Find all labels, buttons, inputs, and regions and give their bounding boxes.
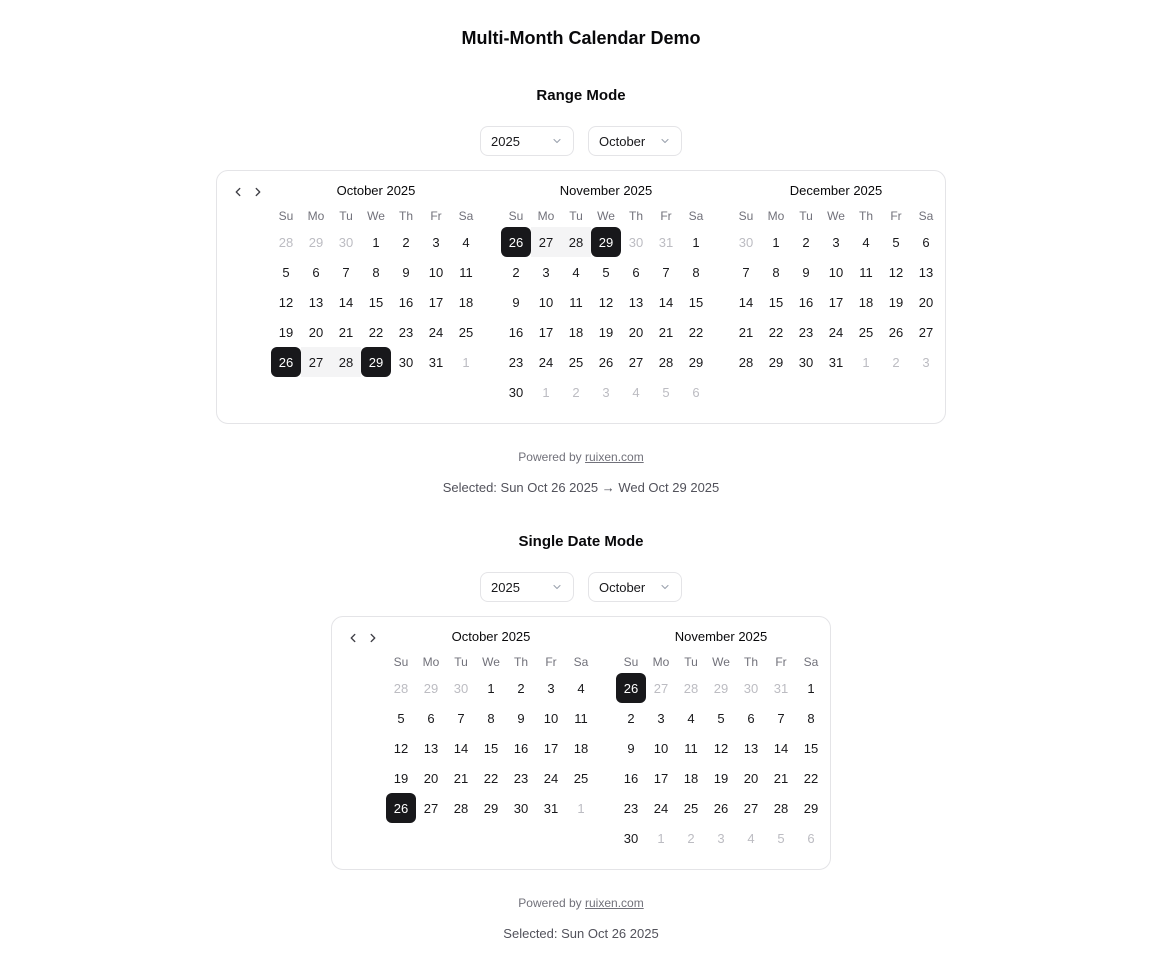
day-cell[interactable]: 28 xyxy=(393,680,409,696)
day-cell[interactable]: 22 xyxy=(688,324,704,340)
day-cell[interactable]: 4 xyxy=(747,830,755,846)
day-cell[interactable]: 2 xyxy=(627,710,635,726)
day-cell[interactable]: 21 xyxy=(453,770,469,786)
day-cell[interactable]: 26 xyxy=(598,354,614,370)
weekday-header: Th xyxy=(743,655,758,669)
weekday-header: We xyxy=(712,655,730,669)
single-month-select[interactable] xyxy=(588,572,682,602)
month-panel xyxy=(386,627,596,823)
single-selected-text: Selected: Sun Oct 26 2025 xyxy=(503,926,659,941)
day-cell[interactable]: 27 xyxy=(653,680,669,696)
day-cell[interactable]: 21 xyxy=(658,324,674,340)
day-cell[interactable]: 8 xyxy=(692,264,700,280)
day-cell[interactable]: 18 xyxy=(573,740,589,756)
day-cell[interactable]: 27 xyxy=(743,800,759,816)
month-title: November 2025 xyxy=(674,629,768,644)
day-cell[interactable]: 27 xyxy=(918,324,934,340)
day-cell[interactable]: 3 xyxy=(832,234,840,250)
day-cell[interactable]: 18 xyxy=(858,294,874,310)
powered-by-text: Powered by xyxy=(518,450,582,464)
day-cell[interactable]: 2 xyxy=(687,830,695,846)
day-cell[interactable]: 2 xyxy=(512,264,520,280)
day-cell[interactable]: 27 xyxy=(531,227,561,257)
day-cell[interactable]: 6 xyxy=(312,264,320,280)
day-cell[interactable]: 5 xyxy=(777,830,785,846)
day-cell[interactable]: 28 xyxy=(683,680,699,696)
day-cell[interactable]: 20 xyxy=(918,294,934,310)
next-month-button[interactable] xyxy=(364,629,382,647)
day-cell[interactable]: 31 xyxy=(428,354,444,370)
day-cell[interactable]: 15 xyxy=(368,294,384,310)
ruixen-link[interactable]: ruixen.com xyxy=(585,450,644,464)
day-cell[interactable]: 1 xyxy=(692,234,700,250)
day-cell[interactable]: 4 xyxy=(862,234,870,250)
day-cell[interactable]: 9 xyxy=(517,710,525,726)
day-cell[interactable]: 28 xyxy=(773,800,789,816)
day-cell[interactable]: 26 xyxy=(386,793,416,823)
day-cell[interactable]: 25 xyxy=(858,324,874,340)
month-panel xyxy=(616,627,826,853)
single-date-mode-section xyxy=(0,533,1162,941)
day-cell[interactable]: 6 xyxy=(807,830,815,846)
day-cell[interactable]: 14 xyxy=(773,740,789,756)
day-cell[interactable]: 11 xyxy=(459,264,473,280)
day-cell[interactable]: 11 xyxy=(569,294,583,310)
day-cell[interactable]: 31 xyxy=(543,800,559,816)
day-cell[interactable]: 31 xyxy=(773,680,789,696)
day-cell[interactable]: 3 xyxy=(657,710,665,726)
month-grid xyxy=(386,651,596,823)
day-cell[interactable]: 1 xyxy=(487,680,495,696)
day-cell[interactable]: 22 xyxy=(483,770,499,786)
day-cell[interactable]: 30 xyxy=(628,234,644,250)
day-cell[interactable]: 29 xyxy=(591,227,621,257)
day-cell[interactable]: 29 xyxy=(713,680,729,696)
day-cell[interactable]: 13 xyxy=(423,740,439,756)
day-cell[interactable]: 19 xyxy=(393,770,409,786)
day-cell[interactable]: 12 xyxy=(393,740,409,756)
day-cell[interactable]: 10 xyxy=(828,264,844,280)
day-cell[interactable]: 20 xyxy=(743,770,759,786)
day-cell[interactable]: 19 xyxy=(598,324,614,340)
day-cell[interactable]: 15 xyxy=(768,294,784,310)
day-cell[interactable]: 30 xyxy=(738,234,754,250)
day-cell[interactable]: 26 xyxy=(616,673,646,703)
chevron-down-icon xyxy=(659,135,671,147)
weekday-header: Su xyxy=(278,209,294,223)
weekday-header: Fr xyxy=(890,209,902,223)
day-cell[interactable]: 19 xyxy=(278,324,294,340)
day-cell[interactable]: 26 xyxy=(501,227,531,257)
weekday-header: Th xyxy=(858,209,873,223)
next-month-button[interactable] xyxy=(249,183,267,201)
month-grid xyxy=(501,205,711,407)
weekday-header: Tu xyxy=(799,209,813,223)
calendar-nav xyxy=(229,183,267,201)
day-cell[interactable]: 26 xyxy=(713,800,729,816)
weekday-header: We xyxy=(367,209,385,223)
day-cell[interactable]: 5 xyxy=(397,710,405,726)
day-cell[interactable]: 30 xyxy=(508,384,524,400)
weekday-header: Sa xyxy=(803,655,819,669)
single-selects-row xyxy=(0,572,1162,602)
day-cell[interactable]: 12 xyxy=(888,264,904,280)
day-cell[interactable]: 13 xyxy=(628,294,644,310)
weekday-header: Fr xyxy=(775,655,787,669)
day-cell[interactable]: 27 xyxy=(628,354,644,370)
prev-month-button[interactable] xyxy=(344,629,362,647)
day-cell[interactable]: 3 xyxy=(717,830,725,846)
weekday-header: Th xyxy=(513,655,528,669)
day-cell[interactable]: 29 xyxy=(768,354,784,370)
day-cell[interactable]: 26 xyxy=(271,347,301,377)
range-selects-row xyxy=(0,126,1162,156)
day-cell[interactable]: 13 xyxy=(918,264,934,280)
weekday-header: We xyxy=(597,209,615,223)
day-cell[interactable]: 10 xyxy=(538,294,554,310)
single-year-select[interactable] xyxy=(480,572,574,602)
single-month-select-value: October xyxy=(599,579,646,595)
day-cell[interactable]: 4 xyxy=(687,710,695,726)
weekday-header: Sa xyxy=(918,209,934,223)
weekday-header: Sa xyxy=(458,209,474,223)
day-cell[interactable]: 16 xyxy=(398,294,414,310)
day-cell[interactable]: 25 xyxy=(683,800,699,816)
day-cell[interactable]: 6 xyxy=(747,710,755,726)
day-cell[interactable]: 19 xyxy=(713,770,729,786)
day-cell[interactable]: 28 xyxy=(278,234,294,250)
day-cell[interactable]: 9 xyxy=(402,264,410,280)
day-cell[interactable]: 9 xyxy=(512,294,520,310)
weekday-header: Su xyxy=(508,209,524,223)
day-cell[interactable]: 27 xyxy=(423,800,439,816)
day-cell[interactable]: 14 xyxy=(658,294,674,310)
day-cell[interactable]: 11 xyxy=(684,740,698,756)
weekday-header: Mo xyxy=(537,209,555,223)
weekday-header: Su xyxy=(623,655,639,669)
day-cell[interactable]: 15 xyxy=(688,294,704,310)
weekday-header: Tu xyxy=(569,209,583,223)
day-cell[interactable]: 2 xyxy=(572,384,580,400)
day-cell[interactable]: 29 xyxy=(361,347,391,377)
day-cell[interactable]: 9 xyxy=(627,740,635,756)
day-cell[interactable]: 20 xyxy=(628,324,644,340)
day-cell[interactable]: 3 xyxy=(547,680,555,696)
ruixen-link[interactable]: ruixen.com xyxy=(585,896,644,910)
weekday-header: Mo xyxy=(422,655,440,669)
day-cell[interactable]: 16 xyxy=(798,294,814,310)
day-cell[interactable]: 26 xyxy=(888,324,904,340)
powered-by-text: Powered by xyxy=(518,896,582,910)
day-cell[interactable]: 21 xyxy=(338,324,354,340)
powered-by xyxy=(0,450,1162,464)
day-cell[interactable]: 1 xyxy=(807,680,815,696)
day-cell[interactable]: 29 xyxy=(688,354,704,370)
day-cell[interactable]: 3 xyxy=(432,234,440,250)
day-cell[interactable]: 7 xyxy=(457,710,465,726)
weekday-header: Mo xyxy=(652,655,670,669)
day-cell[interactable]: 16 xyxy=(508,324,524,340)
day-cell[interactable]: 22 xyxy=(368,324,384,340)
day-cell[interactable]: 25 xyxy=(568,354,584,370)
weekday-header: Su xyxy=(393,655,409,669)
month-title: October 2025 xyxy=(336,183,416,198)
day-cell[interactable]: 28 xyxy=(561,227,591,257)
month-panel xyxy=(271,181,481,377)
day-cell[interactable]: 23 xyxy=(798,324,814,340)
chevron-down-icon xyxy=(551,581,563,593)
day-cell[interactable]: 1 xyxy=(372,234,380,250)
chevron-right-icon xyxy=(366,631,380,645)
day-cell[interactable]: 7 xyxy=(777,710,785,726)
day-cell[interactable]: 5 xyxy=(602,264,610,280)
month-panel xyxy=(501,181,711,407)
day-cell[interactable]: 30 xyxy=(743,680,759,696)
weekday-header: Su xyxy=(738,209,754,223)
range-mode-section xyxy=(0,87,1162,495)
range-calendar-card xyxy=(216,170,946,424)
day-cell[interactable]: 17 xyxy=(428,294,444,310)
day-cell[interactable]: 4 xyxy=(577,680,585,696)
day-cell[interactable]: 3 xyxy=(602,384,610,400)
day-cell[interactable]: 12 xyxy=(713,740,729,756)
chevron-down-icon xyxy=(551,135,563,147)
month-grid xyxy=(616,651,826,853)
day-cell[interactable]: 23 xyxy=(398,324,414,340)
day-cell[interactable]: 22 xyxy=(803,770,819,786)
weekday-header: Sa xyxy=(688,209,704,223)
bottom-spacer xyxy=(0,941,1162,975)
day-cell[interactable]: 24 xyxy=(538,354,554,370)
prev-month-button[interactable] xyxy=(229,183,247,201)
day-cell[interactable]: 23 xyxy=(508,354,524,370)
day-cell[interactable]: 13 xyxy=(308,294,324,310)
day-cell[interactable]: 2 xyxy=(402,234,410,250)
day-cell[interactable]: 15 xyxy=(483,740,499,756)
month-panel xyxy=(731,181,941,377)
day-cell[interactable]: 23 xyxy=(623,800,639,816)
day-cell[interactable]: 6 xyxy=(632,264,640,280)
day-cell[interactable]: 18 xyxy=(683,770,699,786)
day-cell[interactable]: 12 xyxy=(278,294,294,310)
day-cell[interactable]: 1 xyxy=(862,354,870,370)
day-cell[interactable]: 29 xyxy=(803,800,819,816)
day-cell[interactable]: 17 xyxy=(538,324,554,340)
day-cell[interactable]: 12 xyxy=(598,294,614,310)
day-cell[interactable]: 14 xyxy=(738,294,754,310)
weekday-header: We xyxy=(827,209,845,223)
range-year-select[interactable] xyxy=(480,126,574,156)
calendar-nav xyxy=(344,629,382,647)
day-cell[interactable]: 1 xyxy=(657,830,665,846)
day-cell[interactable]: 28 xyxy=(738,354,754,370)
chevron-right-icon xyxy=(251,185,265,199)
day-cell[interactable]: 11 xyxy=(574,710,588,726)
day-cell[interactable]: 30 xyxy=(398,354,414,370)
weekday-header: Tu xyxy=(684,655,698,669)
day-cell[interactable]: 24 xyxy=(828,324,844,340)
day-cell[interactable]: 14 xyxy=(453,740,469,756)
day-cell[interactable]: 29 xyxy=(308,234,324,250)
day-cell[interactable]: 10 xyxy=(653,740,669,756)
day-cell[interactable]: 17 xyxy=(653,770,669,786)
range-month-select-value: October xyxy=(599,133,646,149)
powered-by xyxy=(0,896,1162,910)
day-cell[interactable]: 10 xyxy=(428,264,444,280)
month-title: October 2025 xyxy=(451,629,531,644)
single-months-row xyxy=(386,627,830,853)
weekday-header: Th xyxy=(628,209,643,223)
day-cell[interactable]: 14 xyxy=(338,294,354,310)
month-grid xyxy=(271,205,481,377)
day-cell[interactable]: 17 xyxy=(828,294,844,310)
single-date-mode-heading: Single Date Mode xyxy=(518,533,644,550)
day-cell[interactable]: 20 xyxy=(308,324,324,340)
day-cell[interactable]: 5 xyxy=(662,384,670,400)
day-cell[interactable]: 8 xyxy=(372,264,380,280)
day-cell[interactable]: 6 xyxy=(692,384,700,400)
day-cell[interactable]: 8 xyxy=(487,710,495,726)
month-title: December 2025 xyxy=(789,183,883,198)
day-cell[interactable]: 4 xyxy=(462,234,470,250)
day-cell[interactable]: 7 xyxy=(342,264,350,280)
weekday-header: Tu xyxy=(454,655,468,669)
day-cell[interactable]: 25 xyxy=(573,770,589,786)
day-cell[interactable]: 27 xyxy=(301,347,331,377)
day-cell[interactable]: 5 xyxy=(892,234,900,250)
weekday-header: Mo xyxy=(767,209,785,223)
weekday-header: Fr xyxy=(430,209,442,223)
weekday-header: Mo xyxy=(307,209,325,223)
chevron-down-icon xyxy=(659,581,671,593)
day-cell[interactable]: 24 xyxy=(428,324,444,340)
single-year-select-value: 2025 xyxy=(491,579,520,595)
day-cell[interactable]: 4 xyxy=(632,384,640,400)
day-cell[interactable]: 25 xyxy=(458,324,474,340)
day-cell[interactable]: 7 xyxy=(742,264,750,280)
day-cell[interactable]: 11 xyxy=(859,264,873,280)
day-cell[interactable]: 2 xyxy=(892,354,900,370)
page-title: Multi-Month Calendar Demo xyxy=(461,28,701,48)
day-cell[interactable]: 18 xyxy=(568,324,584,340)
day-cell[interactable]: 21 xyxy=(738,324,754,340)
day-cell[interactable]: 19 xyxy=(888,294,904,310)
day-cell[interactable]: 4 xyxy=(572,264,580,280)
weekday-header: Sa xyxy=(573,655,589,669)
day-cell[interactable]: 29 xyxy=(483,800,499,816)
day-cell[interactable]: 2 xyxy=(802,234,810,250)
day-cell[interactable]: 8 xyxy=(772,264,780,280)
day-cell[interactable]: 8 xyxy=(807,710,815,726)
day-cell[interactable]: 3 xyxy=(922,354,930,370)
day-cell[interactable]: 16 xyxy=(513,740,529,756)
chevron-left-icon xyxy=(346,631,360,645)
weekday-header: Tu xyxy=(339,209,353,223)
day-cell[interactable]: 18 xyxy=(458,294,474,310)
day-cell[interactable]: 1 xyxy=(462,354,470,370)
day-cell[interactable]: 30 xyxy=(338,234,354,250)
day-cell[interactable]: 16 xyxy=(623,770,639,786)
day-cell[interactable]: 15 xyxy=(803,740,819,756)
day-cell[interactable]: 20 xyxy=(423,770,439,786)
weekday-header: Fr xyxy=(545,655,557,669)
day-cell[interactable]: 6 xyxy=(427,710,435,726)
range-selected-text: Selected: Sun Oct 26 2025 → Wed Oct 29 2025 xyxy=(442,480,720,495)
day-cell[interactable]: 7 xyxy=(662,264,670,280)
day-cell[interactable]: 30 xyxy=(798,354,814,370)
weekday-header: Th xyxy=(398,209,413,223)
day-cell[interactable]: 1 xyxy=(542,384,550,400)
day-cell[interactable]: 6 xyxy=(922,234,930,250)
range-mode-heading: Range Mode xyxy=(536,87,626,104)
day-cell[interactable]: 31 xyxy=(828,354,844,370)
day-cell[interactable]: 30 xyxy=(513,800,529,816)
day-cell[interactable]: 17 xyxy=(543,740,559,756)
day-cell[interactable]: 5 xyxy=(717,710,725,726)
day-cell[interactable]: 29 xyxy=(423,680,439,696)
day-cell[interactable]: 28 xyxy=(658,354,674,370)
range-year-select-value: 2025 xyxy=(491,133,520,149)
single-calendar-card xyxy=(331,616,831,870)
day-cell[interactable]: 3 xyxy=(542,264,550,280)
range-month-select[interactable] xyxy=(588,126,682,156)
day-cell[interactable]: 5 xyxy=(282,264,290,280)
range-months-row xyxy=(271,181,945,407)
day-cell[interactable]: 1 xyxy=(772,234,780,250)
day-cell[interactable]: 9 xyxy=(802,264,810,280)
weekday-header: Fr xyxy=(660,209,672,223)
day-cell[interactable]: 21 xyxy=(773,770,789,786)
day-cell[interactable]: 30 xyxy=(453,680,469,696)
day-cell[interactable]: 30 xyxy=(623,830,639,846)
day-cell[interactable]: 28 xyxy=(331,347,361,377)
day-cell[interactable]: 10 xyxy=(543,710,559,726)
day-cell[interactable]: 22 xyxy=(768,324,784,340)
chevron-left-icon xyxy=(231,185,245,199)
day-cell[interactable]: 28 xyxy=(453,800,469,816)
day-cell[interactable]: 13 xyxy=(743,740,759,756)
day-cell[interactable]: 31 xyxy=(658,234,674,250)
day-cell[interactable]: 23 xyxy=(513,770,529,786)
day-cell[interactable]: 24 xyxy=(543,770,559,786)
month-grid xyxy=(731,205,941,377)
day-cell[interactable]: 2 xyxy=(517,680,525,696)
day-cell[interactable]: 24 xyxy=(653,800,669,816)
day-cell[interactable]: 1 xyxy=(577,800,585,816)
month-title: November 2025 xyxy=(559,183,653,198)
weekday-header: We xyxy=(482,655,500,669)
